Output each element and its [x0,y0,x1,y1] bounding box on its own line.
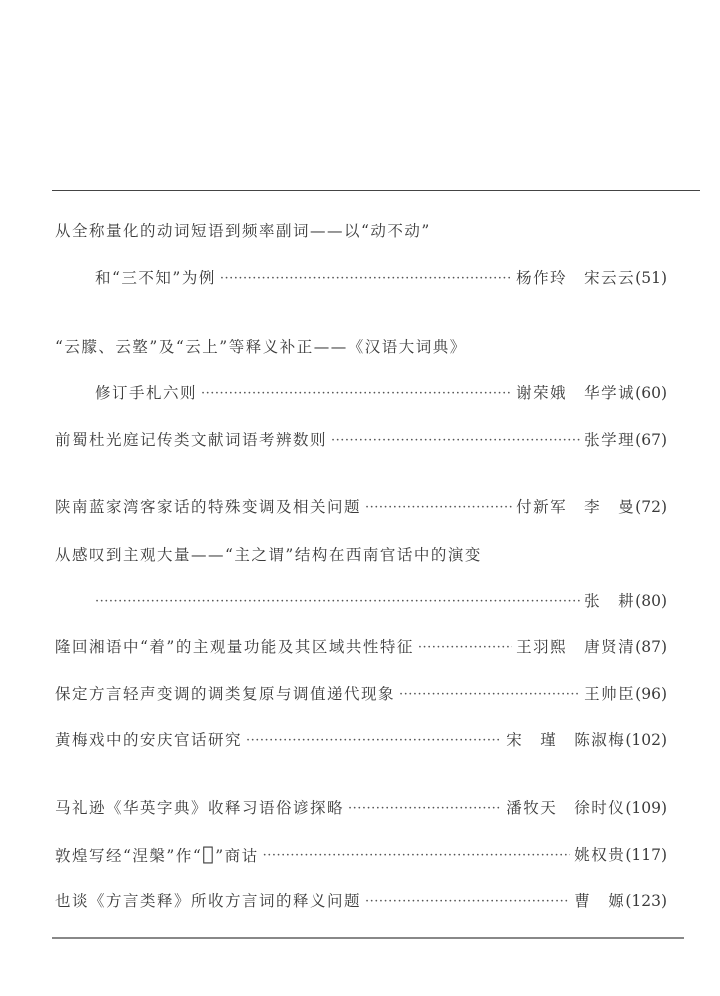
rare-character: 𣜩 [202,842,216,865]
dot-leader [365,889,570,915]
toc-page-number: (87) [635,638,667,656]
toc-entry-line: 前蜀杜光庭记传类文献词语考辨数则 ····· 张学理 (67) [55,427,667,453]
toc-author: 付新军 李 曼 [516,498,636,516]
toc-entry-line: 马礼逊《华英字典》收释习语俗谚探略 ····· 潘牧天 徐时仪 (109) [55,795,667,821]
toc-entry-title: “云朦、云墪”及“云上”等释义补正——《汉语大词典》 [55,338,467,356]
toc-author: 王帅臣 [584,685,636,703]
toc-page-number: (51) [635,269,667,287]
toc-page-number: (117) [625,846,667,864]
toc-page-number: (72) [635,498,667,516]
toc-author: 宋 瑾 陈淑梅 [506,731,626,749]
toc-entry-line: 黄梅戏中的安庆官话研究 ····· 宋 瑾 陈淑梅 (102) [55,727,667,753]
toc-page-number: (102) [625,731,667,749]
toc-page-number: (67) [635,431,667,449]
toc-page-number: (109) [625,799,667,817]
toc-author: 谢荣娥 华学诚 [516,384,636,402]
toc-entry-line: 隆回湘语中“着”的主观量功能及其区域共性特征 ····· 王羽熙 唐贤清 (87) [55,634,667,660]
dot-leader [399,682,580,708]
dot-leader [246,728,502,754]
toc-entry-line: 保定方言轻声变调的调类复原与调值递代现象 ····· 王帅臣 (96) [55,681,667,707]
toc-author: 张 耕 [584,592,636,610]
toc-author: 曹 嫄 [574,892,626,910]
toc-author: 杨作玲 宋云云 [516,269,636,287]
toc-entry-title: 从全称量化的动词短语到频率副词——以“动不动” [55,222,431,240]
dot-leader [348,796,502,822]
dot-leader [95,589,580,615]
toc-entry-line: 陕南蓝家湾客家话的特殊变调及相关问题 ····· 付新军 李 曼 (72) [55,494,667,520]
dot-leader [201,381,512,407]
toc-entry-line: 敦煌写经“涅槃”作“𣜩”商诂 ····· 姚权贵 (117) [55,842,667,868]
dot-leader [331,428,580,454]
toc-entry-line: 也谈《方言类释》所收方言词的释义问题 ····· 曹 嫄 (123) [55,888,667,914]
toc-author: 姚权贵 [574,846,626,864]
toc-page-number: (80) [635,592,667,610]
toc-entry-title: 从感叹到主观大量——“主之谓”结构在西南官话中的演变 [55,546,482,564]
toc-author: 潘牧天 徐时仪 [506,799,626,817]
toc-author: 王羽熙 唐贤清 [516,638,636,656]
toc-page-number: (96) [635,685,667,703]
toc-author: 张学理 [584,431,636,449]
dot-leader [418,635,512,661]
bottom-rule [52,937,684,939]
dot-leader [365,495,512,521]
toc-entry-line [95,588,667,614]
toc-entry-line: 修订手札六则 ····· 谢荣娥 华学诚 (60) [95,380,667,406]
toc-page-number: (123) [625,892,667,910]
dot-leader [220,266,512,292]
dot-leader [263,843,571,869]
toc-page-number: (60) [635,384,667,402]
toc-entry-line: 和“三不知”为例 ····· 杨作玲 宋云云 (51) [95,265,667,291]
top-rule [52,190,700,191]
